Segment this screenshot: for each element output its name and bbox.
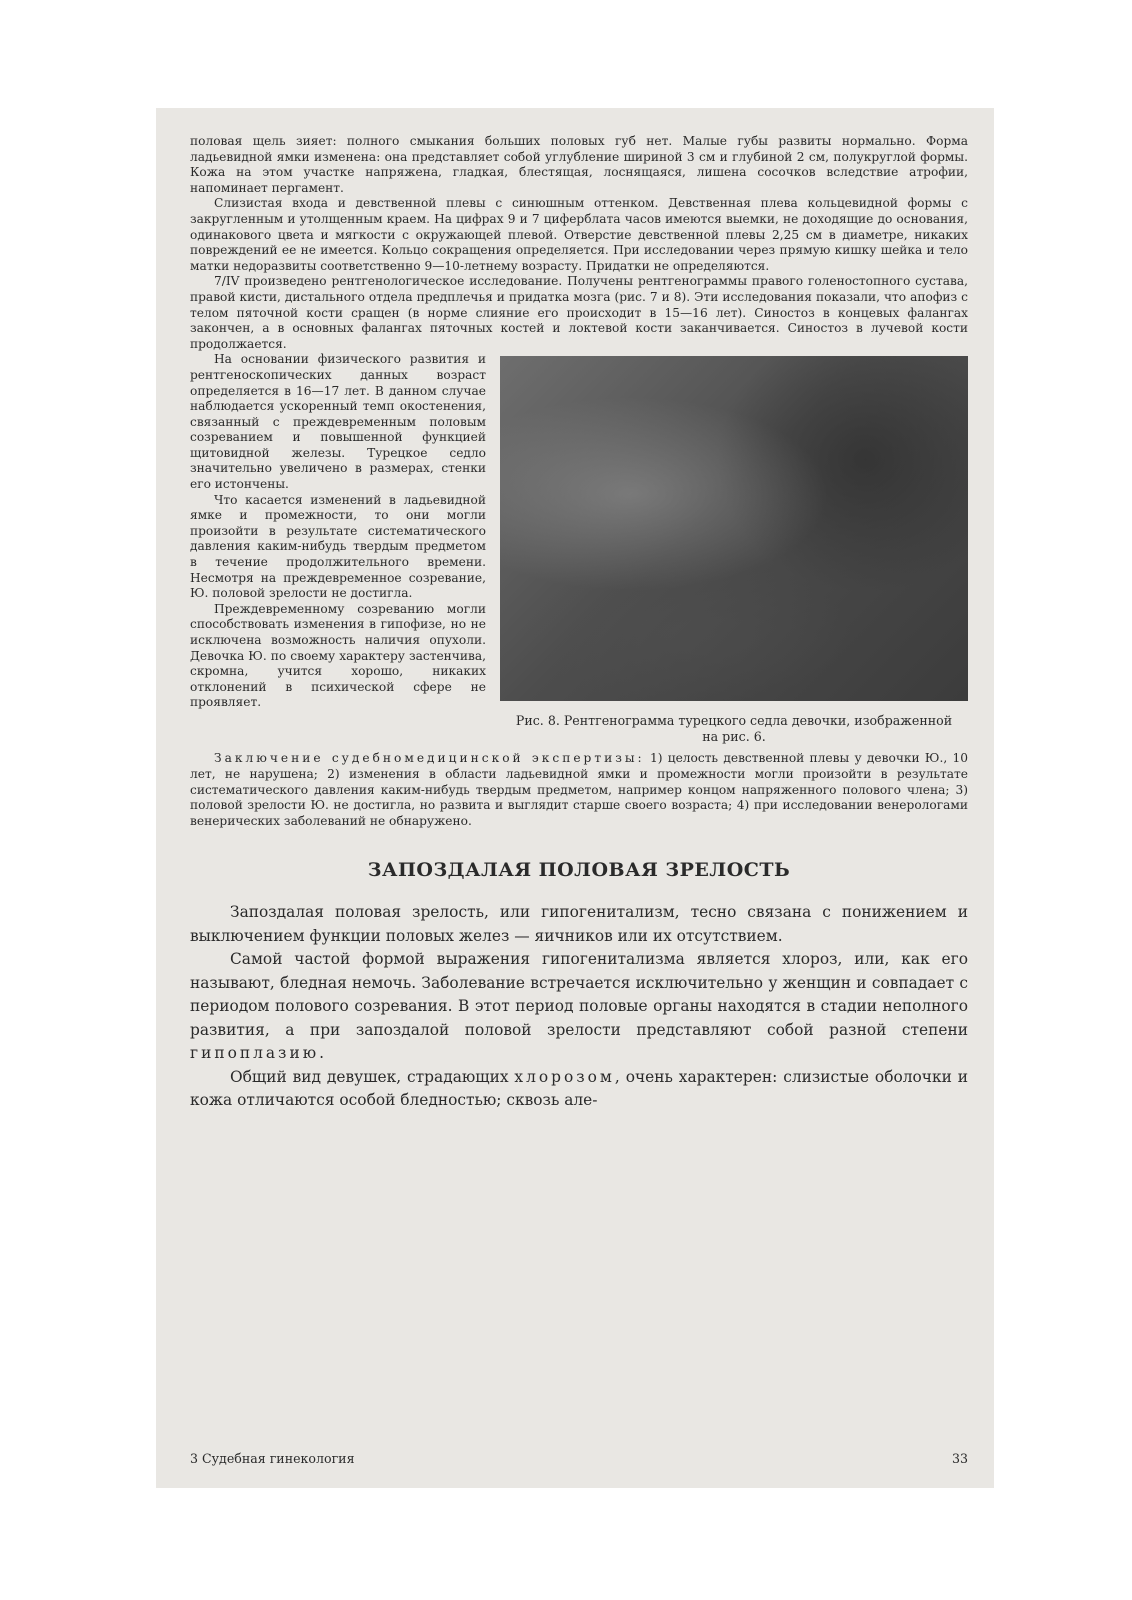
conclusion-label: Заключение судебномедицинской экспертизы: <box>214 751 645 766</box>
paragraph: Запоздалая половая зрелость, или гипогенитализм, тесно связана с понижением и выключением функции половых желез — яичников или их отсутствием. <box>190 903 968 945</box>
conclusion-text: 1) целость девственной плевы у девочки Ю., 10 лет, не нарушена; 2) изменения в области ладьевидной ямки и промежности могли произойти в результате систематического давления каким-нибудь твердым предметом, например концом напряженного полового члена; 3) половой зрелости Ю. не достигла, но развита и выглядит старше своего возраста; 4) при исследовании венерологами венерических заболеваний не обнаружено. <box>190 751 968 828</box>
paragraph <box>190 948 968 1066</box>
figure <box>500 356 968 745</box>
footer-signature: 3 Судебная гинекология <box>190 1451 355 1466</box>
page-footer <box>190 1451 968 1466</box>
spaced-term: гипоплазию <box>190 1044 320 1063</box>
paragraph: Преждевременному созреванию могли способствовать изменения в гипофизе, но не исключена возможность наличия опухоли. Девочка Ю. по своему характеру застенчива, скромна, учится хорошо, никаких отклонений в психической сфере не проявляет. <box>190 601 486 710</box>
spaced-term: хлорозом <box>514 1067 615 1086</box>
text-run: . <box>319 1044 325 1063</box>
text-run: Самой частой формой выражения гипогенитализма является хлороз, или, как его называют, бледная немочь. Заболевание встречается исключительно у женщин и совпадает с периодом полового созревания. В этот период половые органы находятся в стадии неполного развития, а при запоздалой половой зрелости представляют собой разной степени <box>190 950 968 1039</box>
figure-caption: Рис. 8. Рентгенограмма турецкого седла девочки, изображенной на рис. 6. <box>515 713 953 745</box>
paragraph <box>190 1066 968 1113</box>
xray-image <box>500 356 968 701</box>
book-page <box>156 108 994 1488</box>
conclusion-paragraph <box>190 751 968 829</box>
text-run: , очень характерен: слизистые оболочки и кожа отличаются особой бледностью; сквозь але- <box>190 1067 968 1110</box>
paragraph: 7/IV произведено рентгенологическое исследование. Получены рентгенограммы правого голеностопного сустава, правой кисти, дистального отдела предплечья и придатка мозга (рис. 7 и 8). Эти исследования показали, что апофиз с телом пяточной кости сращен (в норме слияние его происходит в 15—16 лет). Синостоз в концевых фалангах закончен, а в основных фалангах пяточных костей и локтевой кости заканчивается. Синостоз в лучевой кости продолжается. <box>190 274 968 351</box>
paragraph: Что касается изменений в ладьевидной ямке и промежности, то они могли произойти в результате систематического давления каким-нибудь твердым предметом в течение продолжительного времени. Несмотря на преждевременное созревание, Ю. половой зрелости не достигла. <box>190 492 486 601</box>
top-text-block <box>190 134 968 352</box>
figure-wrap-block <box>190 352 968 829</box>
section-heading: ЗАПОЗДАЛАЯ ПОЛОВАЯ ЗРЕЛОСТЬ <box>367 859 791 882</box>
paragraph: На основании физического развития и рентгеноскопических данных возраст определяется в 16—17 лет. В данном случае наблюдается ускоренный темп окостенения, связанный с преждевременным половым созреванием и повышенной функцией щитовидной железы. Турецкое седло значительно увеличено в размерах, стенки его истончены. <box>190 352 486 492</box>
page-number: 33 <box>951 1451 968 1466</box>
text-run: Общий вид девушек, страдающих <box>230 1067 515 1086</box>
paragraph: половая щель зияет: полного смыкания больших половых губ нет. Малые губы развиты нормально. Форма ладьевидной ямки изменена: она представляет собой углубление шириной 3 см и глубиной 2 см, полукруглой формы. Кожа на этом участке напряжена, гладкая, блестящая, лоснящаяся, лишена сосочков вследствие атрофии, напоминает пергамент. <box>190 134 968 195</box>
section-text-block <box>190 901 968 1113</box>
paragraph: Слизистая входа и девственной плевы с синюшным оттенком. Девственная плева кольцевидной формы с закругленным и утолщенным краем. На цифрах 9 и 7 циферблата часов имеются выемки, не доходящие до основания, одинакового цвета и мягкости с окружающей плевой. Отверстие девственной плевы 2,25 см в диаметре, никаких повреждений ее не имеется. Кольцо сокращения определяется. При исследовании через прямую кишку шейка и тело матки недоразвиты соответственно 9—10-летнему возрасту. Придатки не определяются. <box>190 196 968 273</box>
